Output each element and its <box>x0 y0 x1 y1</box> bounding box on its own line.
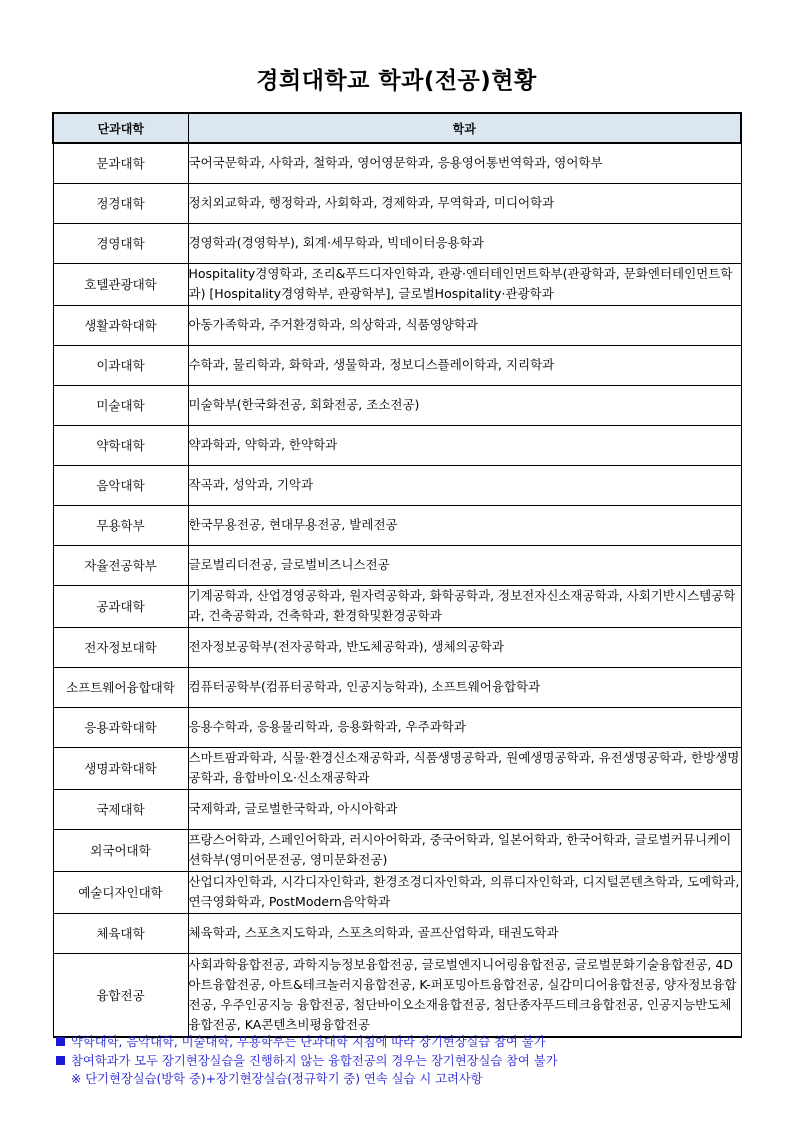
college-cell: 소프트웨어융합대학 <box>53 667 188 707</box>
majors-cell: 응용수학과, 응용물리학과, 응용화학과, 우주과학과 <box>188 707 741 747</box>
table-row <box>53 913 741 953</box>
college-cell: 예술디자인대학 <box>53 871 188 913</box>
table-row <box>53 263 741 305</box>
table-row <box>53 747 741 789</box>
college-cell: 자율전공학부 <box>53 545 188 585</box>
table-row <box>53 871 741 913</box>
note-text: 약학대학, 음악대학, 미술대학, 무용학부는 단과대학 지침에 따라 장기현장실습 참여 불가 <box>71 1035 546 1049</box>
majors-cell: 국어국문학과, 사학과, 철학과, 영어영문학과, 응용영어통번역학과, 영어학부 <box>188 143 741 183</box>
table-row <box>53 789 741 829</box>
table-row <box>53 385 741 425</box>
college-cell: 전자정보대학 <box>53 627 188 667</box>
majors-cell: 전자정보공학부(전자공학과, 반도체공학과), 생체의공학과 <box>188 627 741 667</box>
college-cell: 국제대학 <box>53 789 188 829</box>
college-cell: 약학대학 <box>53 425 188 465</box>
notes <box>56 1033 558 1089</box>
note-text: 참여학과가 모두 장기현장실습을 진행하지 않는 융합전공의 경우는 장기현장실습 참여 불가 <box>71 1053 558 1068</box>
majors-cell: 정치외교학과, 행정학과, 사회학과, 경제학과, 무역학과, 미디어학과 <box>188 183 741 223</box>
table-row <box>53 223 741 263</box>
majors-cell: 컴퓨터공학부(컴퓨터공학과, 인공지능학과), 소프트웨어융합학과 <box>188 667 741 707</box>
page-title: 경희대학교 학과(전공)현황 <box>256 68 537 94</box>
majors-cell: 프랑스어학과, 스페인어학과, 러시아어학과, 중국어학과, 일본어학과, 한국어학과, 글로벌커뮤니케이션학부(영미어문전공, 영미문화전공) <box>188 829 741 871</box>
table-row <box>53 545 741 585</box>
college-cell: 정경대학 <box>53 183 188 223</box>
header-college: 단과대학 <box>53 113 188 143</box>
header-major: 학과 <box>188 113 741 143</box>
majors-cell: 수학과, 물리학과, 화학과, 생물학과, 정보디스플레이학과, 지리학과 <box>188 345 741 385</box>
majors-cell: 경영학과(경영학부), 회계·세무학과, 빅데이터응용학과 <box>188 223 741 263</box>
table-row <box>53 425 741 465</box>
note-text: ※ 단기현장실습(방학 중)+장기현장실습(정규학기 중) 연속 실습 시 고려사항 <box>71 1072 483 1086</box>
majors-cell: 아동가족학과, 주거환경학과, 의상학과, 식품영양학과 <box>188 305 741 345</box>
majors-cell: 사회과학융합전공, 과학지능정보융합전공, 글로벌엔지니어링융합전공, 글로벌문화기술융합전공, 4D아트융합전공, 아트&테크놀러지융합전공, K-퍼포밍아트융합전공, 실감미디어융합전공, 양자정보융합전공, 우주인공지능 융합전공, 첨단바이오소재융합전공, 첨단종자푸드테크융합전공, 인공지능반도체융합전공, KA콘텐츠비평융합전공 <box>188 953 741 1037</box>
majors-cell: 한국무용전공, 현대무용전공, 발레전공 <box>188 505 741 545</box>
note-item <box>56 1052 558 1071</box>
college-cell: 생활과학대학 <box>53 305 188 345</box>
note-subitem <box>56 1070 558 1089</box>
table-row <box>53 305 741 345</box>
majors-cell: 미술학부(한국화전공, 회화전공, 조소전공) <box>188 385 741 425</box>
college-cell: 체육대학 <box>53 913 188 953</box>
table-row <box>53 953 741 1037</box>
majors-cell: 글로벌리더전공, 글로벌비즈니스전공 <box>188 545 741 585</box>
college-cell: 미술대학 <box>53 385 188 425</box>
majors-cell: 기계공학과, 산업경영공학과, 원자력공학과, 화학공학과, 정보전자신소재공학과, 사회기반시스템공학과, 건축공학과, 건축학과, 환경학및환경공학과 <box>188 585 741 627</box>
majors-cell: 작곡과, 성악과, 기악과 <box>188 465 741 505</box>
college-cell: 경영대학 <box>53 223 188 263</box>
table-row <box>53 667 741 707</box>
college-cell: 무용학부 <box>53 505 188 545</box>
majors-cell: 약과학과, 약학과, 한약학과 <box>188 425 741 465</box>
table-row <box>53 505 741 545</box>
table-row <box>53 465 741 505</box>
majors-cell: 국제학과, 글로벌한국학과, 아시아학과 <box>188 789 741 829</box>
majors-cell: 스마트팜과학과, 식물·환경신소재공학과, 식품생명공학과, 원예생명공학과, 유전생명공학과, 한방생명공학과, 융합바이오·신소재공학과 <box>188 747 741 789</box>
table-row <box>53 143 741 183</box>
college-cell: 공과대학 <box>53 585 188 627</box>
table-row <box>53 585 741 627</box>
college-cell: 음악대학 <box>53 465 188 505</box>
college-cell: 이과대학 <box>53 345 188 385</box>
table-row <box>53 627 741 667</box>
majors-cell: 산업디자인학과, 시각디자인학과, 환경조경디자인학과, 의류디자인학과, 디지털콘텐츠학과, 도예학과, 연극영화학과, PostModern음악학과 <box>188 871 741 913</box>
square-bullet-icon <box>56 1056 65 1065</box>
college-cell: 생명과학대학 <box>53 747 188 789</box>
college-cell: 응용과학대학 <box>53 707 188 747</box>
department-table <box>52 112 742 1038</box>
college-cell: 외국어대학 <box>53 829 188 871</box>
college-cell: 호텔관광대학 <box>53 263 188 305</box>
table-row <box>53 183 741 223</box>
table-row <box>53 707 741 747</box>
table-row <box>53 829 741 871</box>
college-cell: 문과대학 <box>53 143 188 183</box>
table-header-row <box>53 113 741 143</box>
majors-cell: 체육학과, 스포츠지도학과, 스포츠의학과, 골프산업학과, 태권도학과 <box>188 913 741 953</box>
college-cell: 융합전공 <box>53 953 188 1037</box>
square-bullet-icon <box>56 1037 65 1046</box>
table-row <box>53 345 741 385</box>
majors-cell: Hospitality경영학과, 조리&푸드디자인학과, 관광·엔터테인먼트학부(관광학과, 문화엔터테인먼트학과) [Hospitality경영학부, 관광학부], 글로벌Hospitality·관광학과 <box>188 263 741 305</box>
note-item <box>56 1033 558 1052</box>
